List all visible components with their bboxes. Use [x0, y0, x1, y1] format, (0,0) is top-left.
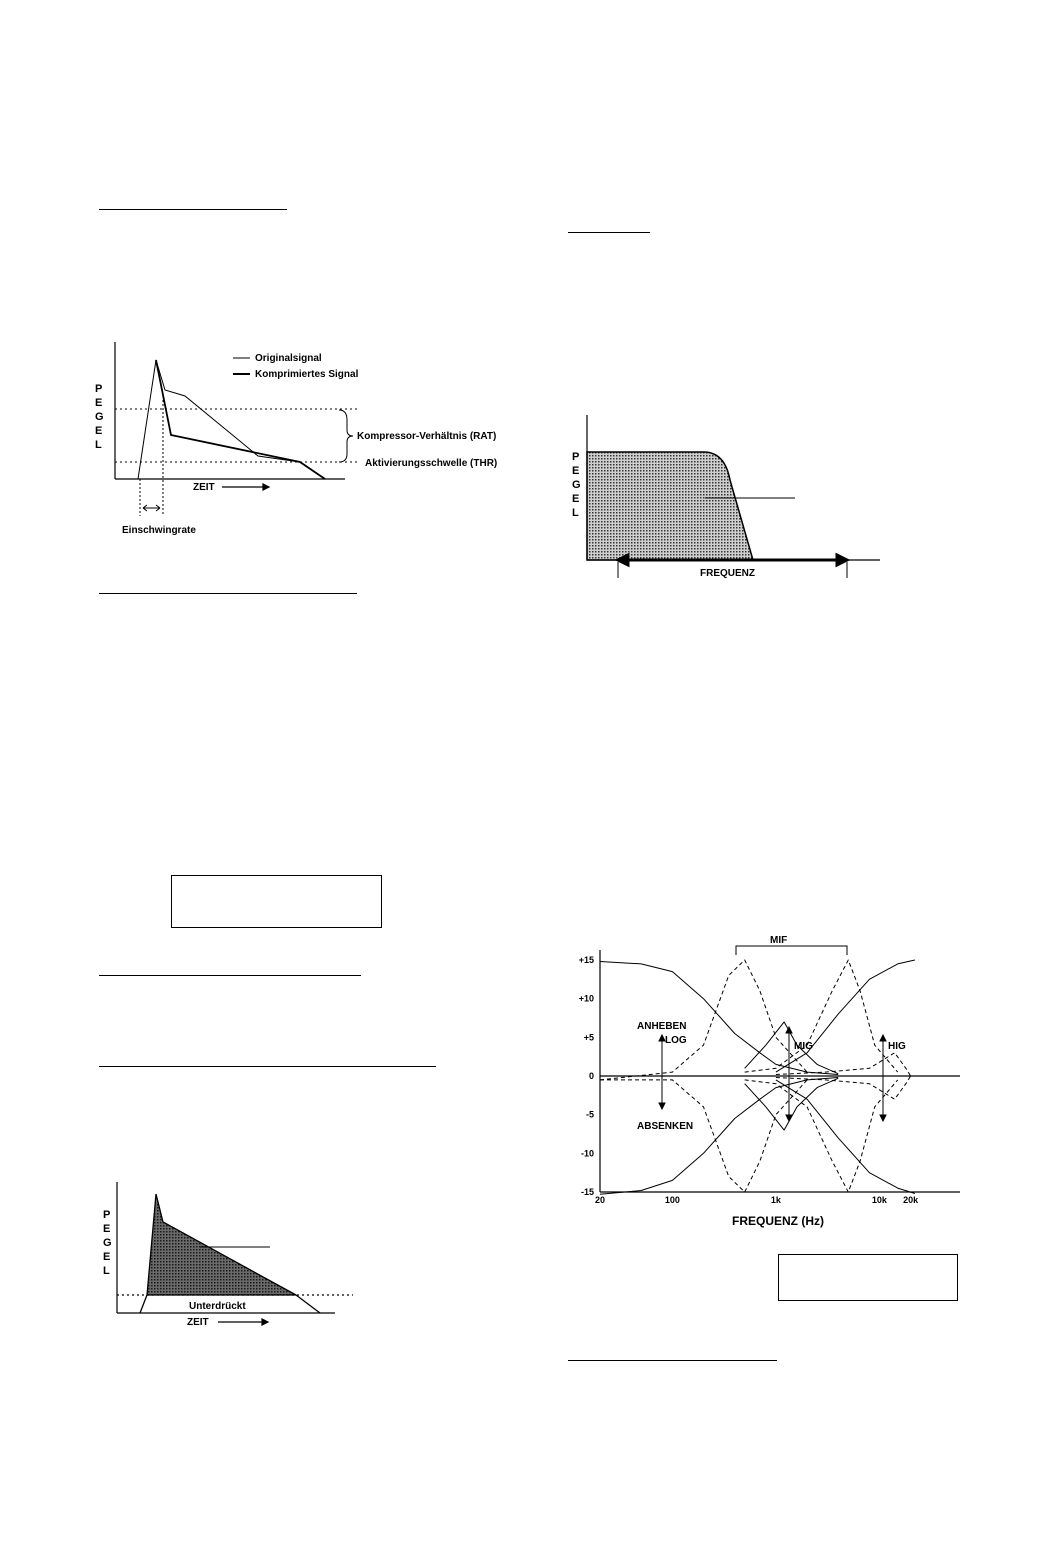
- annotation-anheben: ANHEBEN: [637, 1021, 687, 1032]
- eq-curve-9: [776, 1080, 915, 1194]
- note-box: [778, 1254, 958, 1301]
- x-axis-title: FREQUENZ (Hz): [732, 1214, 824, 1228]
- eq-curve-11: [776, 1076, 911, 1099]
- y-tick-label: 0: [588, 1071, 594, 1081]
- pegel-letter: P: [103, 1209, 111, 1221]
- x-tick-label: 100: [664, 1195, 680, 1205]
- freq-label: FREQUENZ: [700, 568, 755, 579]
- x-tick-label: 20k: [903, 1195, 919, 1205]
- note-box: [171, 875, 382, 928]
- annotation-mig: MIG: [794, 1041, 813, 1052]
- attack-label: Einschwingrate: [122, 525, 196, 536]
- pegel-letter: E: [95, 397, 103, 409]
- eq-curve-10: [776, 1053, 911, 1076]
- legend-compressed: Komprimiertes Signal: [255, 369, 359, 380]
- eq-curve-6: [745, 1022, 839, 1074]
- x-tick-label: 20: [594, 1195, 606, 1205]
- pegel-axis-label: [103, 1209, 112, 1277]
- time-label: ZEIT: [193, 482, 215, 493]
- section-rule: [568, 232, 650, 233]
- annotation-log: LOG: [665, 1035, 687, 1046]
- suppressed-label: Unterdrückt: [189, 1301, 246, 1312]
- time-label: ZEIT: [187, 1317, 209, 1328]
- eq-curve-2: [600, 960, 807, 1080]
- eq-curve-0: [600, 962, 838, 1075]
- eq-curve-8: [776, 960, 915, 1072]
- filter-response-area: [587, 452, 753, 560]
- gate-signal-area: [147, 1194, 296, 1295]
- y-tick-label: -5: [585, 1109, 594, 1120]
- ratio-label: Kompressor-Verhältnis (RAT): [357, 431, 497, 442]
- threshold-label: Aktivierungsschwelle (THR): [365, 458, 498, 469]
- eq-curve-1: [600, 1078, 838, 1195]
- pegel-letter: E: [572, 493, 580, 505]
- pegel-letter: G: [103, 1237, 112, 1249]
- attack-arrow: [143, 505, 160, 511]
- gate-figure: [100, 1180, 370, 1335]
- series-group: [600, 960, 915, 1194]
- pegel-letter: G: [95, 411, 104, 423]
- section-rule: [99, 975, 361, 976]
- log-gain-arrow: [659, 1035, 665, 1109]
- y-tick-labels: [579, 955, 594, 1197]
- x-tick-label: 1k: [770, 1195, 781, 1205]
- time-arrow: [218, 1319, 268, 1325]
- pegel-letter: P: [95, 383, 103, 395]
- section-rule: [99, 1066, 436, 1067]
- y-tick-label: -15: [580, 1187, 594, 1197]
- y-tick-label: +5: [583, 1032, 594, 1043]
- pegel-axis-label: [95, 383, 104, 451]
- pegel-letter: E: [103, 1251, 111, 1263]
- pegel-letter: E: [95, 425, 103, 437]
- legend-original: Originalsignal: [255, 353, 322, 364]
- time-arrow: [222, 484, 269, 490]
- section-rule: [99, 593, 357, 594]
- pegel-letter: G: [572, 479, 581, 491]
- mif-bracket: [736, 946, 847, 955]
- pegel-letter: L: [572, 507, 579, 519]
- pegel-letter: E: [103, 1223, 111, 1235]
- section-rule: [568, 1360, 777, 1361]
- pegel-letter: L: [95, 439, 102, 451]
- eq-curve-7: [745, 1078, 839, 1130]
- eq-curve-3: [600, 1080, 807, 1192]
- y-tick-label: +15: [578, 955, 594, 965]
- pegel-letter: L: [103, 1265, 110, 1277]
- x-tick-label: 10k: [871, 1195, 887, 1205]
- annotation-absenken: ABSENKEN: [637, 1121, 694, 1132]
- pegel-axis-label: [572, 451, 581, 519]
- x-tick-labels: [595, 1195, 919, 1205]
- compressor-figure: [95, 330, 525, 545]
- annotation-hig: HIG: [888, 1041, 906, 1052]
- pegel-letter: P: [572, 451, 580, 463]
- section-rule: [99, 209, 287, 210]
- y-tick-label: +10: [578, 993, 594, 1004]
- eq-chart: [570, 925, 970, 1228]
- ratio-brace: [339, 410, 353, 462]
- annotation-mif: MIF: [770, 935, 788, 946]
- lowpass-figure: [565, 410, 895, 590]
- pegel-letter: E: [572, 465, 580, 477]
- hig-gain-arrow: [880, 1035, 886, 1121]
- y-tick-label: -10: [580, 1148, 594, 1159]
